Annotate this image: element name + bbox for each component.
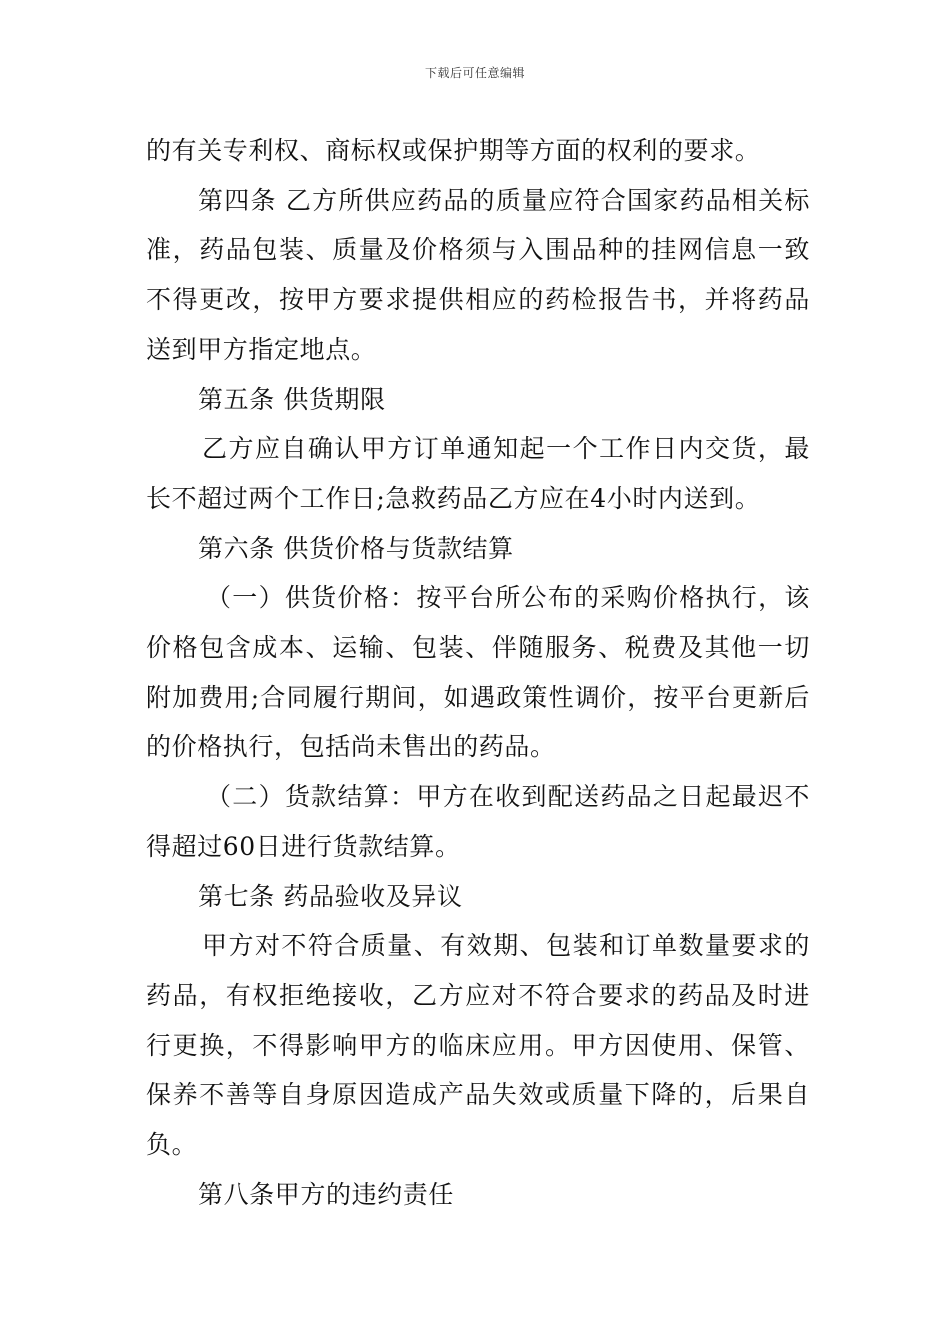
document-body xyxy=(146,126,810,1219)
article-4-paragraph: 第四条 乙方所供应药品的质量应符合国家药品相关标准，药品包装、质量及价格须与入围品种的挂网信息一致不得更改，按甲方要求提供相应的药检报告书，并将药品送到甲方指定地点。 xyxy=(146,185,810,364)
paragraph-continuation: 的有关专利权、商标权或保护期等方面的权利的要求。 xyxy=(146,136,761,165)
article-6-heading: 第六条 供货价格与货款结算 xyxy=(198,533,514,563)
article-5-heading: 第五条 供货期限 xyxy=(198,384,386,414)
article-6-clause-2: （二）货款结算：甲方在收到配送药品之日起最迟不得超过60日进行货款结算。 xyxy=(146,782,810,861)
header-note: 下载后可任意编辑 xyxy=(424,66,525,80)
article-7-heading: 第七条 药品验收及异议 xyxy=(198,881,463,911)
article-8-heading: 第八条甲方的违约责任 xyxy=(198,1179,455,1209)
article-5-paragraph: 乙方应自确认甲方订单通知起一个工作日内交货，最长不超过两个工作日;急救药品乙方应在4小时内送到。 xyxy=(146,434,810,513)
article-6-clause-1: （一）供货价格：按平台所公布的采购价格执行，该价格包含成本、运输、包装、伴随服务、税费及其他一切附加费用;合同履行期间，如遇政策性调价，按平台更新后的价格执行，包括尚未售出的药品。 xyxy=(146,583,810,762)
article-7-paragraph: 甲方对不符合质量、有效期、包装和订单数量要求的药品，有权拒绝接收，乙方应对不符合要求的药品及时进行更换，不得影响甲方的临床应用。甲方因使用、保管、保养不善等自身原因造成产品失效或质量下降的，后果自负。 xyxy=(146,931,810,1160)
